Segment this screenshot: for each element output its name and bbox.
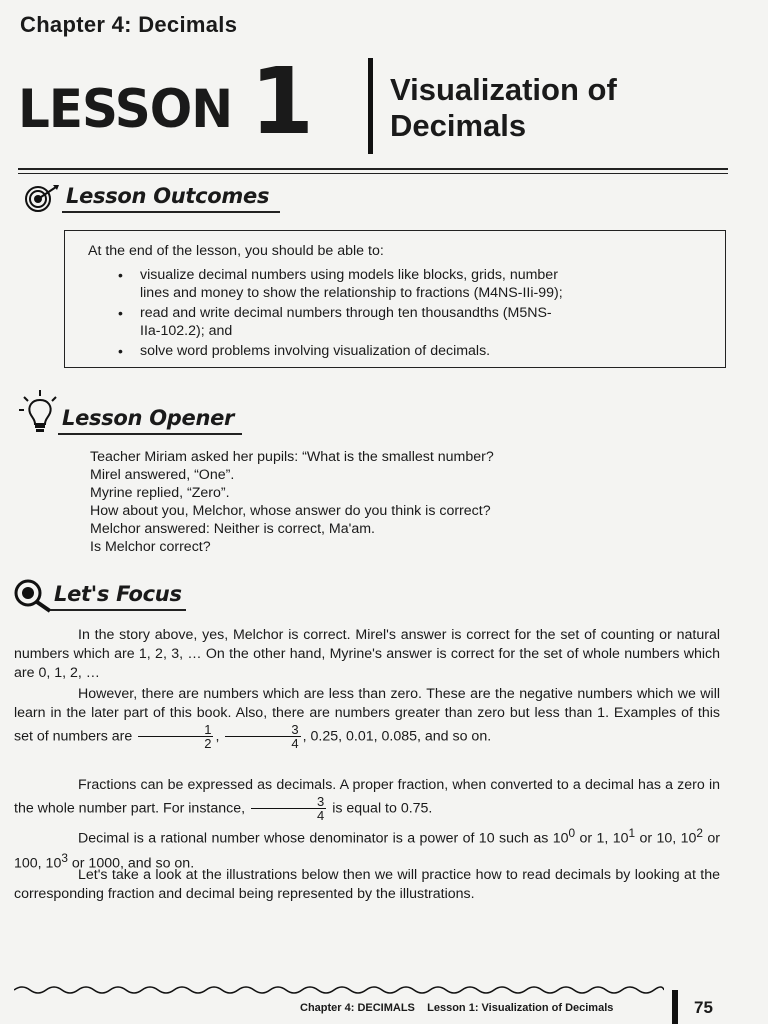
target-icon	[20, 183, 62, 213]
bullet: •	[118, 343, 123, 359]
outcome-item	[118, 266, 708, 302]
focus-paragraph-5: Let's take a look at the illustrations below then we will practice how to read decimals by looking at the corresponding fraction and decimal being represented by the illustrations.	[14, 867, 720, 902]
dialogue-line: Melchor answered: Neither is correct, Ma'am.	[90, 521, 375, 537]
focus-paragraph-3: Fractions can be expressed as decimals. A proper fraction, when converted to a decimal has a zero in the whole number part. For instance, $\frac{3}{4}$ is equal to 0.75.	[14, 777, 720, 823]
footer-chapter: Chapter 4: DECIMALS	[300, 1002, 415, 1014]
footer-lesson: Lesson 1: Visualization of Decimals	[427, 1002, 614, 1014]
outcomes-heading: Lesson Outcomes	[66, 184, 270, 208]
lesson-label: LESSON	[18, 78, 233, 140]
opener-dialogue	[90, 448, 494, 556]
outcome-item	[118, 304, 708, 340]
opener-underline	[58, 433, 242, 435]
lesson-title-line2: Decimals	[390, 108, 527, 143]
dialogue-line: Mirel answered, “One”.	[90, 467, 235, 483]
outcomes-intro: At the end of the lesson, you should be able to:	[88, 243, 384, 259]
lightbulb-icon	[16, 388, 64, 434]
lesson-number: 1	[250, 48, 315, 155]
dialogue-line: Is Melchor correct?	[90, 539, 211, 555]
focus-paragraph-4: Decimal is a rational number whose denominator is a power of 10 such as $10^0$ or 1, $10^1$ or 10, $10^2$ or 100, $10^3$ or 1000, and so on.	[14, 826, 720, 872]
focus-heading: Let's Focus	[54, 582, 182, 606]
bullet: •	[118, 267, 123, 283]
outcome-item-text: read and write decimal numbers through ten thousandths (M5NS-	[140, 305, 552, 321]
dialogue-line: Myrine replied, “Zero”.	[90, 485, 230, 501]
focus-paragraph-2: However, there are numbers which are less than zero. These are the negative numbers which we will learn in the later part of this book. Also, there are numbers greater than zero but less than 1. Examples of this set of numbers are $\frac{1}{2}$ , $\frac{3}{4}$ , 0.25, 0.01, 0.085, and so on.	[14, 686, 720, 751]
header-rule-thin	[18, 173, 728, 174]
footer-caption	[300, 1002, 613, 1014]
dialogue-line: How about you, Melchor, whose answer do you think is correct?	[90, 503, 491, 519]
chapter-title: Chapter 4: Decimals	[20, 12, 238, 37]
footer-divider	[672, 990, 678, 1024]
lesson-title	[390, 72, 617, 144]
outcome-item	[118, 342, 708, 360]
page-number: 75	[694, 998, 713, 1017]
bullet: •	[118, 305, 123, 321]
fraction-three-quarters: $\frac{3}{4}$	[251, 795, 326, 822]
lesson-title-line1: Visualization of	[390, 72, 617, 107]
outcome-item-text: lines and money to show the relationship to fractions (M4NS-IIi-99);	[140, 285, 563, 301]
dialogue-line: Teacher Miriam asked her pupils: “What is the smallest number?	[90, 449, 494, 465]
outcome-item-text: IIa-102.2); and	[140, 323, 233, 339]
opener-heading: Lesson Opener	[62, 406, 235, 430]
outcomes-underline	[62, 211, 280, 213]
fraction-three-quarters: $\frac{3}{4}$	[225, 723, 300, 750]
title-divider	[368, 58, 373, 154]
focus-underline	[50, 609, 186, 611]
outcome-item-text: solve word problems involving visualization of decimals.	[140, 343, 491, 359]
footer-wave-rule	[14, 980, 664, 1000]
fraction-one-half: $\frac{1}{2}$	[138, 723, 213, 750]
outcome-item-text: visualize decimal numbers using models like blocks, grids, number	[140, 267, 558, 283]
focus-paragraph-1: In the story above, yes, Melchor is correct. Mirel's answer is correct for the set of counting or natural numbers which are 1, 2, 3, … On the other hand, Myrine's answer is correct for the set of whole numbers which are 0, 1, 2, …	[14, 627, 720, 681]
header-rule	[18, 168, 728, 170]
